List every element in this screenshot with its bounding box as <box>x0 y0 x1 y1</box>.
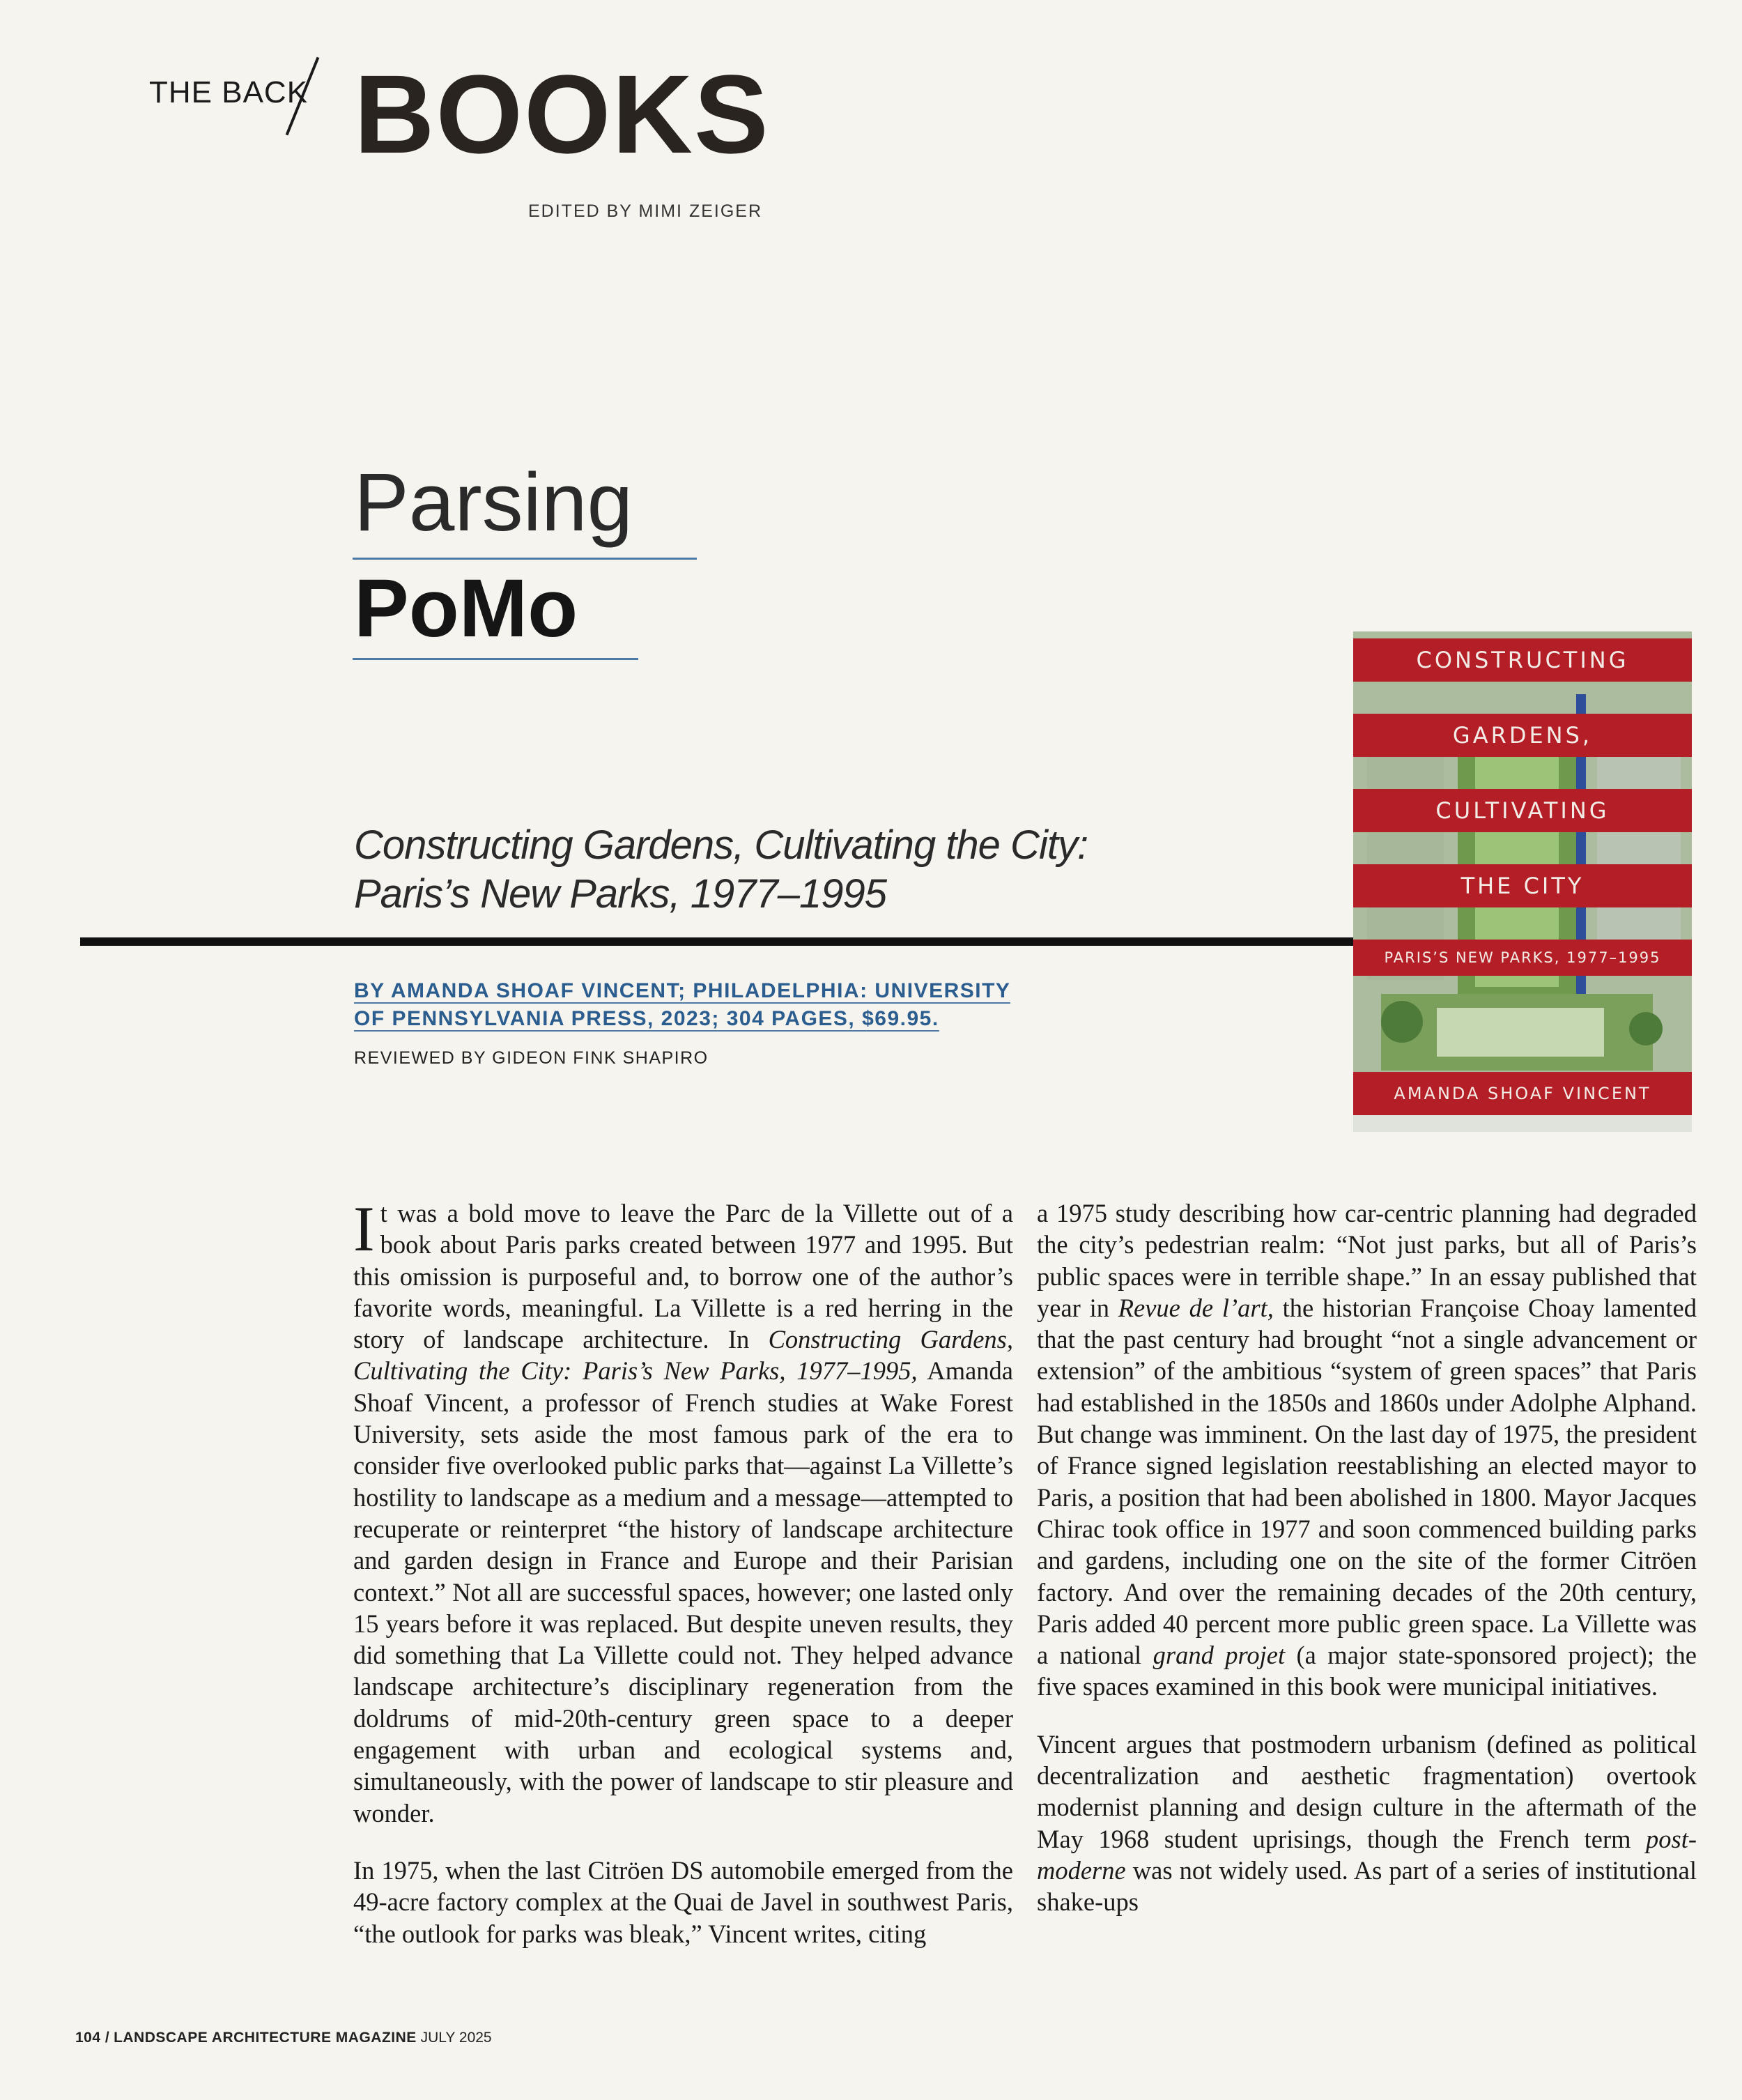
cover-title-band: GARDENS, <box>1353 714 1692 757</box>
publication-details <box>354 977 1120 1033</box>
section-label: THE BACK <box>149 75 309 109</box>
cover-subtitle-band: PARIS’S NEW PARKS, 1977–1995 <box>1353 940 1692 976</box>
headline-underline <box>353 658 638 660</box>
cover-title-band: CONSTRUCTING <box>1353 638 1692 682</box>
headline-line1: Parsing <box>354 457 633 549</box>
reviewer-credit: REVIEWED BY GIDEON FINK SHAPIRO <box>354 1048 709 1068</box>
book-cover-image <box>1353 631 1692 1132</box>
pub-details-line2: OF PENNSYLVANIA PRESS, 2023; 304 PAGES, $69.95. <box>354 1007 939 1030</box>
section-title: BOOKS <box>354 52 770 176</box>
page-number: 104 / <box>75 2030 110 2046</box>
cover-title-band: CULTIVATING <box>1353 789 1692 832</box>
body-column-left <box>353 1193 1013 1975</box>
book-title <box>354 821 1088 919</box>
body-column-right <box>1037 1197 1697 1944</box>
book-title-line1: Constructing Gardens, Cultivating the City: <box>354 822 1088 868</box>
headline-line2: PoMo <box>354 562 578 654</box>
cover-author-band: AMANDA SHOAF VINCENT <box>1353 1072 1692 1115</box>
editor-credit: EDITED BY MIMI ZEIGER <box>528 201 763 221</box>
cover-title-band: THE CITY <box>1353 864 1692 907</box>
headline-underline <box>353 558 697 560</box>
drop-cap: I <box>353 1193 375 1264</box>
body-paragraph: It was a bold move to leave the Parc de la Villette out of a book about Paris parks created between 1977 and 1995. But this omission is purposeful and, to borrow one of the author’s favorite words, meaningful. La Villette is a red herring in the story of landscape architecture. In Constructing Gardens, Cultivating the City: Paris’s New Parks, 1977–1995, Amanda Shoaf Vincent, a professor of French studies at Wake Forest University, sets aside the most famous park of the era to consider five overlooked public parks that—against La Villette’s hostility to landscape as a medium and a message—attempted to recuperate or reinterpret “the history of landscape architecture and garden design in France and Europe and their Parisian context.” Not all are successful spaces, however; one lasted only 15 years before it was replaced. But despite uneven results, they did something that La Villette could not. They helped advance landscape architecture’s disciplinary regeneration from the doldrums of mid-20th-century green space to a deeper engagement with urban and ecological systems and, simultaneously, with the power of landscape to stir pleasure and wonder. <box>353 1193 1013 1827</box>
body-paragraph: In 1975, when the last Citröen DS automobile emerged from the 49-acre factory complex at the Quai de Javel in southwest Paris, “the outlook for parks was bleak,” Vincent writes, citing <box>353 1855 1013 1948</box>
divider-rule <box>80 937 1366 946</box>
book-title-line2: Paris’s New Parks, 1977–1995 <box>354 871 887 917</box>
body-paragraph: a 1975 study describing how car-centric planning had degraded the city’s pedestrian realm: “Not just parks, but all of Paris’s public spaces were in terrible shape.” In an essay published that year in Revue de l’art, the historian Françoise Choay lamented that the past century had brought “not a single advancement or extension” of the ambitious “system of green spaces” that Paris had established in the 1850s and 1860s under Adolphe Alphand. But change was imminent. On the last day of 1975, the president of France signed legislation reestablishing an elected mayor to Paris, a position that had been abolished in 1800. Mayor Jacques Chirac took office in 1977 and soon commenced building parks and gardens, including one on the site of the former Citröen factory. And over the remaining decades of the 20th century, Paris added 40 percent more public green space. La Villette was a national grand projet (a major state-sponsored project); the five spaces examined in this book were municipal initiatives. <box>1037 1199 1697 1701</box>
magazine-name: LANDSCAPE ARCHITECTURE MAGAZINE <box>114 2030 417 2046</box>
page-footer <box>75 2030 492 2046</box>
pub-details-line1: BY AMANDA SHOAF VINCENT; PHILADELPHIA: UNIVERSITY <box>354 979 1011 1002</box>
issue-date: JULY 2025 <box>420 2030 492 2046</box>
body-paragraph: Vincent argues that postmodern urbanism (defined as political decentralization and aesthetic fragmentation) overtook modernist planning and design culture in the aftermath of the May 1968 student uprisings, though the French term post-moderne was not widely used. As part of a series of institutional shake-ups <box>1037 1729 1697 1917</box>
